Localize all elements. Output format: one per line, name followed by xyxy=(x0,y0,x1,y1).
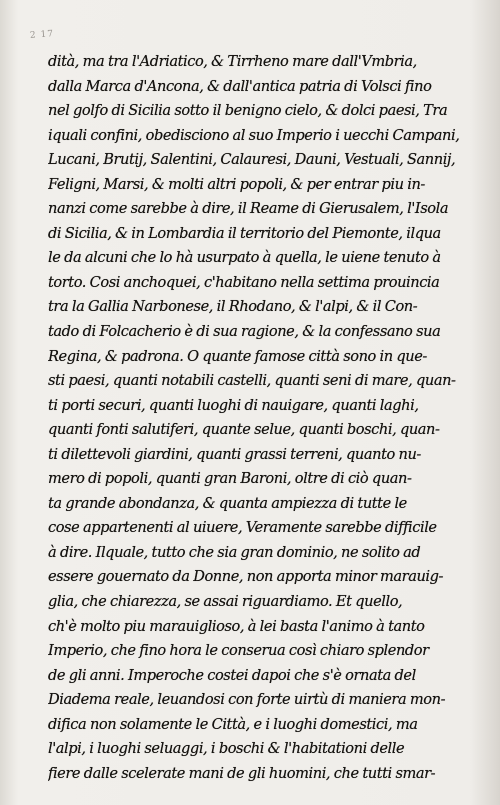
text-line: nanzi come sarebbe à dire, il Reame di Gierusalem, l'Isola xyxy=(48,200,449,218)
text-line: di Sicilia, & in Lombardia il territorio del Piemonte, ilqua xyxy=(48,224,441,242)
text-line: nel golfo di Sicilia sotto il benigno cielo, & dolci paesi, Tra xyxy=(48,102,448,120)
text-line: à dire. Ilquale, tutto che sia gran dominio, ne solito ad xyxy=(48,543,421,561)
text-line: ti dilettevoli giardini, quanti grassi terreni, quanto nu- xyxy=(48,445,421,463)
text-line: de gli anni. Imperoche costei dapoi che s'è ornata del xyxy=(48,666,416,684)
body-text xyxy=(48,50,470,786)
text-line: sti paesi, quanti notabili castelli, quanti seni di mare, quan- xyxy=(48,372,456,390)
text-line: difica non solamente le Città, e i luoghi domestici, ma xyxy=(48,715,418,733)
text-line: tra la Gallia Narbonese, il Rhodano, & l'alpi, & il Con- xyxy=(48,298,418,316)
text-line: Diadema reale, leuandosi con forte uirtù di maniera mon- xyxy=(48,691,446,709)
text-line: l'alpi, i luoghi seluaggi, i boschi & l'habitationi delle xyxy=(48,740,405,758)
text-line: dalla Marca d'Ancona, & dall'antica patria di Volsci fino xyxy=(48,77,432,95)
text-line: glia, che chiarezza, se assai riguardiamo. Et quello, xyxy=(48,593,403,611)
text-line: Imperio, che fino hora le conserua così chiaro splendor xyxy=(48,642,429,660)
text-line: Regina, & padrona. O quante famose città sono in que- xyxy=(48,347,427,365)
text-line: ch'è molto piu marauiglioso, à lei basta l'animo à tanto xyxy=(48,617,425,635)
text-line: Lucani, Brutij, Salentini, Calauresi, Dauni, Vestuali, Sannij, xyxy=(48,151,456,169)
text-line: mero di popoli, quanti gran Baroni, oltre di ciò quan- xyxy=(48,470,412,488)
text-line: le da alcuni che lo hà usurpato à quella, le uiene tenuto à xyxy=(48,249,441,267)
text-line: ta grande abondanza, & quanta ampiezza di tutte le xyxy=(48,494,407,512)
text-line: dità, ma tra l'Adriatico, & Tirrheno mare dall'Vmbria, xyxy=(48,53,417,70)
text-line: fiere dalle scelerate mani de gli huomini, che tutti smar- xyxy=(48,764,436,782)
text-line: torto. Cosi anchoquei, c'habitano nella settima prouincia xyxy=(48,273,440,291)
text-line: Feligni, Marsi, & molti altri popoli, & per entrar piu in- xyxy=(48,175,425,193)
text-line: cose appartenenti al uiuere, Veramente sarebbe difficile xyxy=(48,519,437,537)
text-line: ti porti securi, quanti luoghi di nauigare, quanti laghi, xyxy=(48,396,419,414)
text-line: quanti fonti salutiferi, quante selue, quanti boschi, quan- xyxy=(48,421,440,439)
text-line: essere gouernato da Donne, non apporta minor marauig- xyxy=(48,568,443,586)
page-corner-mark: 2 17 xyxy=(29,29,55,41)
text-line: iquali confini, obedisciono al suo Imperio i uecchi Campani, xyxy=(48,126,460,144)
text-line: tado di Folcacherio è di sua ragione, & la confessano sua xyxy=(48,323,441,341)
